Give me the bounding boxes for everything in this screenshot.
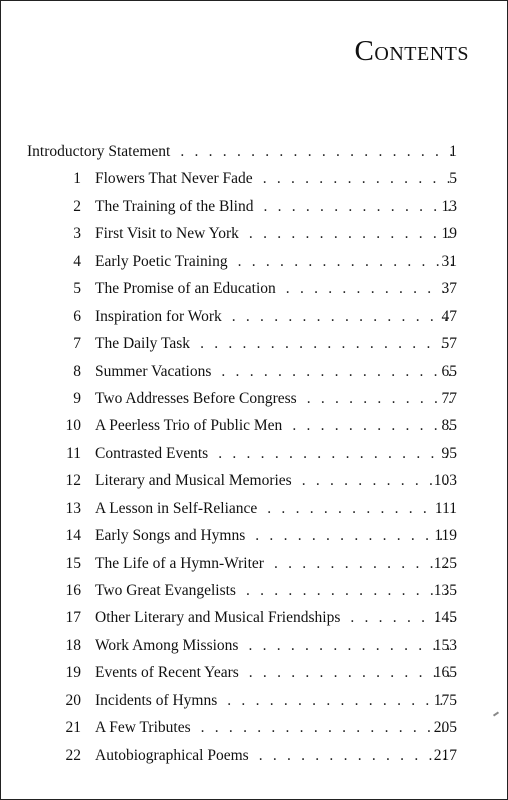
dot-leader [274,550,453,577]
page-number: 205 [433,719,457,737]
page-number: 217 [433,746,457,764]
chapter-number: 10 [65,417,81,435]
page-number: 111 [434,499,457,517]
chapter-title: Flowers That Never Fade [95,170,253,188]
chapter-number: 4 [73,252,81,270]
toc-entry[interactable] [1,522,508,549]
toc-entry[interactable] [1,248,508,275]
chapter-title: The Daily Task [95,335,191,353]
dot-leader [180,138,453,165]
toc-entry[interactable] [1,275,508,302]
toc-entry[interactable] [1,220,508,247]
dot-leader [218,440,453,467]
chapter-title: First Visit to New York [95,225,239,243]
toc-entry[interactable] [1,303,508,330]
chapter-title: A Peerless Trio of Public Men [95,417,283,435]
page-number: 135 [433,582,457,599]
toc-entry[interactable] [1,412,508,439]
toc-entry[interactable] [1,330,508,357]
chapter-number: 22 [65,746,81,764]
chapter-title: Introductory Statement [27,143,171,160]
chapter-title: Inspiration for Work [95,307,222,325]
page-number: 77 [441,389,457,407]
chapter-number: 11 [66,444,81,462]
page-number: 85 [441,417,457,435]
page-number: 145 [433,609,457,627]
page-number: 31 [441,252,457,270]
chapter-number: 2 [73,197,81,215]
chapter-number: 14 [65,527,81,545]
chapter-title: Work Among Missions [95,636,239,654]
dot-leader [200,330,453,357]
chapter-title: Autobiographical Poems [95,746,249,764]
page-number: 119 [434,527,457,545]
chapter-title: The Training of the Blind [95,197,254,215]
toc-entry-intro[interactable] [1,138,508,165]
chapter-title: Events of Recent Years [95,664,239,682]
chapter-title: The Promise of an Education [95,280,276,298]
dot-leader [286,275,453,302]
dot-leader [227,687,453,714]
toc-entry[interactable] [1,467,508,494]
chapter-number: 8 [73,362,81,380]
chapter-number: 5 [73,280,81,298]
page-number: 1 [449,143,457,160]
page-number: 103 [433,472,457,490]
toc-entry[interactable] [1,440,508,467]
dot-leader [307,385,453,412]
page-number: 37 [441,280,457,298]
chapter-number: 13 [65,499,81,517]
toc-entry[interactable] [1,604,508,631]
chapter-title: A Few Tributes [95,719,191,737]
chapter-title: Summer Vacations [95,362,212,380]
chapter-number: 12 [65,472,81,490]
chapter-number: 1 [73,170,81,188]
chapter-title: Early Poetic Training [95,252,228,270]
chapter-number: 7 [73,335,81,353]
dot-leader [246,577,453,604]
chapter-number: 20 [65,691,81,709]
dot-leader [259,742,453,769]
dot-leader [249,220,453,247]
page-number: 95 [441,444,457,462]
chapter-number: 17 [65,609,81,627]
chapter-number: 3 [73,225,81,243]
page-number: 19 [441,225,457,243]
page-number: 13 [441,197,457,215]
chapter-title: Early Songs and Hymns [95,527,246,545]
chapter-number: 16 [65,582,81,599]
page-number: 5 [449,170,457,188]
chapter-number: 19 [65,664,81,682]
toc-entry[interactable] [1,577,508,604]
dot-leader [292,412,453,439]
chapter-title: The Life of a Hymn-Writer [95,554,264,572]
page-title: Contents [354,35,469,67]
toc-entry[interactable] [1,358,508,385]
toc-entry[interactable] [1,714,508,741]
dot-leader [232,303,453,330]
chapter-title: A Lesson in Self-Reliance [95,499,258,517]
toc-entry[interactable] [1,193,508,220]
chapter-title: Contrasted Events [95,444,209,462]
toc-entry[interactable] [1,495,508,522]
chapter-number: 18 [65,636,81,654]
page-number: 153 [433,636,457,654]
chapter-title: Two Great Evangelists [95,582,236,599]
chapter-number: 15 [65,554,81,572]
page-number: 57 [441,335,457,353]
dot-leader [263,193,453,220]
toc-entry[interactable] [1,550,508,577]
chapter-number: 6 [73,307,81,325]
dot-leader [248,632,453,659]
chapter-title: Other Literary and Musical Friendships [95,609,341,627]
toc-entry[interactable] [1,742,508,769]
dot-leader [263,165,453,192]
page-number: 175 [433,691,457,709]
page-number: 125 [433,554,457,572]
dot-leader [255,522,453,549]
chapter-number: 9 [73,389,81,407]
dot-leader [267,495,453,522]
dot-leader [302,467,453,494]
toc-entry[interactable] [1,659,508,686]
dot-leader [238,248,453,275]
dot-leader [201,714,453,741]
dot-leader [221,358,453,385]
chapter-title: Two Addresses Before Congress [95,389,297,407]
chapter-number: 21 [65,719,81,737]
chapter-title: Incidents of Hymns [95,691,218,709]
page-number: 65 [441,362,457,380]
toc-entry[interactable] [1,165,508,192]
table-of-contents [1,138,508,769]
page-number: 165 [433,664,457,682]
toc-entry[interactable] [1,385,508,412]
dot-leader [249,659,453,686]
toc-entry[interactable] [1,632,508,659]
page-number: 47 [441,307,457,325]
toc-entry[interactable] [1,687,508,714]
chapter-title: Literary and Musical Memories [95,472,292,490]
